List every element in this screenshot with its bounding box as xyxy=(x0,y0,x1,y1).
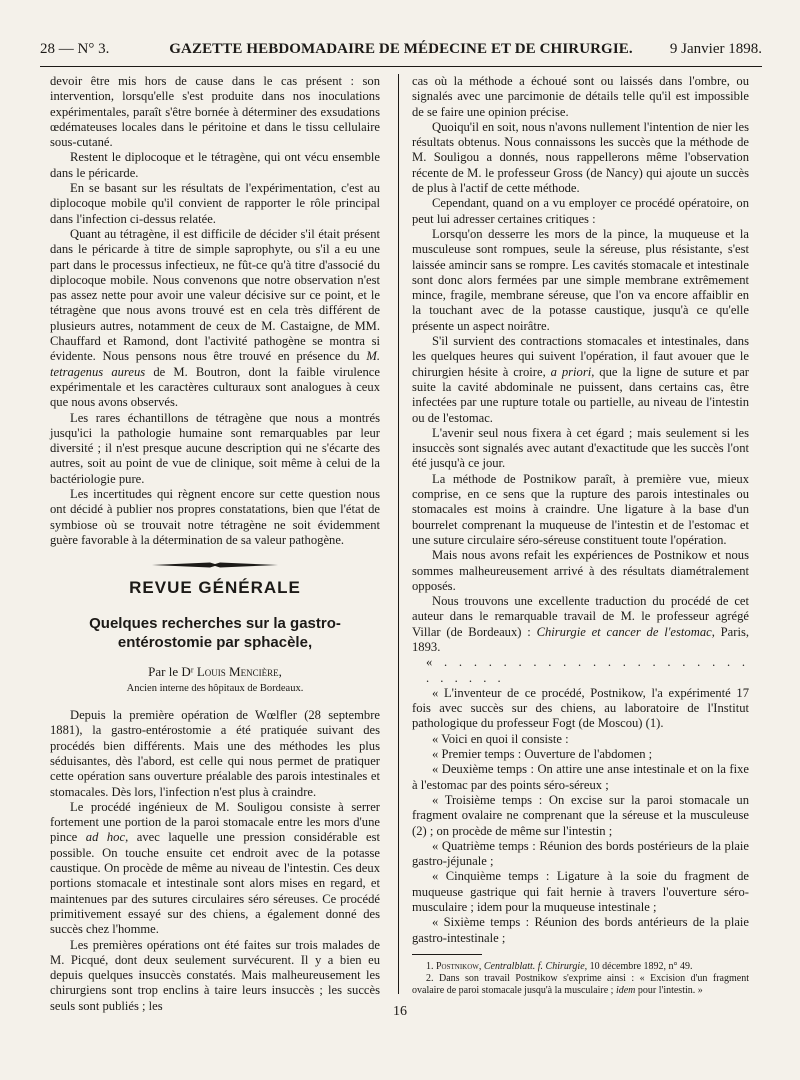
footnote-1 xyxy=(412,961,749,973)
paragraph: Cependant, quand on a vu employer ce procédé opératoire, on peut lui adresser certaines critiques : xyxy=(412,196,749,226)
paragraph: Mais nous avons refait les expériences de Postnikow et nous sommes malheureusement arrivé à des résultats diamétralement opposés. xyxy=(412,548,749,593)
quote-paragraph: « L'inventeur de ce procédé, Postnikow, l'a expérimenté 17 fois avec succès sur des chiens, au laboratoire de l'Institut pathologique du professeur Fogt (de Moscou) (1). xyxy=(412,685,749,731)
text-run: S'il survient des contractions stomacales et intestinales, dans les quelques heures qui suivent l'opération, il faut avouer que le chirurgien hésite à croire, xyxy=(412,334,749,379)
footnote-number: 1. xyxy=(426,960,436,972)
paragraph: Les premières opérations ont été faites sur trois malades de M. Picqué, dont deux seulement survécurent. Il y a bien eu depuis quelques insuccès constatés. Mais malheureusement les chirurgiens sont trop enclins à taire leurs insuccès ; les succès seuls sont publiés ; les xyxy=(50,937,380,1013)
paragraph xyxy=(412,334,749,426)
paragraph: L'avenir seul nous fixera à cet égard ; mais seulement si les insuccès sont signalés avec autant d'exactitude que les succès l'ont été jusqu'à ce jour. xyxy=(412,425,749,471)
quote-paragraph: « Troisième temps : On excise sur la paroi stomacale un fragment ovalaire ne comprenant que la séreuse et la musculeuse (2) ; on procède de même sur l'intestin ; xyxy=(412,792,749,838)
running-header xyxy=(40,38,762,60)
paragraph: Les incertitudes qui règnent encore sur cette question nous ont décidé à publier nos propres constatations, bien que l'état de symbiose où se trouvait notre tétragène ne soit évidemment guère favorable à la détermination de sa valeur pathogène. xyxy=(50,487,380,547)
paragraph: cas où la méthode a échoué sont ou laissés dans l'ombre, ou signalés avec une parcimonie de détails telle qu'il est impossible de se faire une opinion précise. xyxy=(412,74,749,119)
paragraph: devoir être mis hors de cause dans le cas présent : son intervention, lorsqu'elle s'est produite dans nos inoculations expérimentales, paraît s'être bornée à déterminer des exsudations œdémateuses locales dans le péritoine et dans le tissu cellulaire sous-cutané. xyxy=(50,74,380,150)
quote-paragraph: « Cinquième temps : Ligature à la soie du fragment de muqueuse gastrique qui fait hernie à travers l'ouverture séro-musculaire ; idem pour la muqueuse intestinale ; xyxy=(412,869,749,915)
latin-term: idem xyxy=(615,984,636,996)
footnote-rule xyxy=(412,954,482,955)
left-column xyxy=(50,74,380,1014)
journal-title: GAZETTE HEBDOMADAIRE DE MÉDECINE ET DE CHIRURGIE. xyxy=(169,41,633,57)
text-run: de M. Boutron, dont la faible virulence expérimentale et les caractères culturaux sont analogues à ceux que nous avons observés. xyxy=(50,364,380,410)
species-name: M. tetragenus aureus xyxy=(50,349,380,379)
article-title: Quelques recherches sur la gastro-entérostomie par sphacèle, xyxy=(89,614,341,651)
quote-paragraph: « Quatrième temps : Réunion des bords postérieurs de la plaie gastro-jéjunale ; xyxy=(412,838,749,869)
text-run: Nous trouvons une excellente traduction du procédé de cet auteur dans le remarquable travail de M. le professeur agrégé Villar (de Bordeaux) : xyxy=(412,594,749,639)
paragraph: Quoiqu'il en soit, nous n'avons nullement l'intention de nier les résultats obtenus. Nous connaissons les succès que la méthode de M. Souligou a donnés, nous rappellerons même l'observation récente de M. le professeur Gross (de Nancy) qui ajoute un succès de plus à l'actif de cette méthode. xyxy=(412,119,749,196)
paragraph: Lorsqu'on desserre les mors de la pince, la muqueuse et la musculeuse sont rompues, seule la séreuse, plus résistante, s'est laissée amincir sans se rompre. Les cavités stomacale et intestinale sont donc alors fermées par une simple membrane extrêmement mince, fragile, membrane séreuse, que l'on va encore affaiblir en la touchant avec de la potasse caustique, jusqu'à ce qu'elle présente un aspect noirâtre. xyxy=(412,226,749,333)
latin-term: ad hoc xyxy=(85,830,126,845)
paragraph xyxy=(50,227,380,411)
text-run: 10 décembre 1892, n° 49. xyxy=(587,960,693,972)
book-title: Chirurgie et cancer de l'estomac xyxy=(536,624,712,639)
paragraph: En se basant sur les résultats de l'expérimentation, c'est au diplocoque mobile qu'il convient de rapporter le rôle principal dans l'infection ci-dessus relatée. xyxy=(50,181,380,226)
section-title: REVUE GÉNÉRALE xyxy=(129,578,301,598)
issue-date: 9 Janvier 1898. xyxy=(669,41,762,57)
author-affiliation: Ancien interne des hôpitaux de Bordeaux. xyxy=(126,682,304,694)
section-divider-ornament xyxy=(150,560,280,570)
text-run: pour l'intestin. » xyxy=(635,984,703,996)
text-run: , avec laquelle une pression considérable est possible. On touche ensuite cet endroit avec de la potasse caustique. On procède de même au niveau de l'intestin. Ces deux portions stomacale et intestinale sont alors mises en regard, et maintenues par des sutures circulaires séro séreuses. Ce procédé primitivement essayé sur des chiens, a également donné des succès chez l'homme. xyxy=(50,830,380,937)
text-run: , Paris, 1893. xyxy=(412,624,749,654)
text-run: Quant au tétragène, il est difficile de décider s'il était présent dans le péricarde à titre de simple saprophyte, ou s'il a eu une part dans le processus infectieux, ne fût-ce qu'à titre d'associé du diplocoque mobile. Nous convenons que notre observation n'est pas assez nette pour avoir une valeur décisive sur ce point, et le tétragène que nous avons trouvé est en cela très différent de plusieurs autres, notamment de ceux de M. Castaigne, de MM. Chauffard et Ramond, dont l'activité pathogène se montra si évidente. Nous pensons nous être trouvé en présence du xyxy=(50,226,380,364)
right-column xyxy=(412,74,749,997)
byline-prefix: Par le Dʳ xyxy=(148,663,197,679)
page-number: 16 xyxy=(393,1004,407,1019)
footnote-2 xyxy=(412,973,749,997)
quote-paragraph: « Deuxième temps : On attire une anse intestinale et on la fixe à l'estomac par des points séro-séreux ; xyxy=(412,762,749,792)
author-name: Louis Mencière, xyxy=(196,663,282,679)
journal-name: Centralblatt. f. Chirurgie, xyxy=(481,960,588,972)
paragraph: Restent le diplocoque et le tétragène, qui ont vécu ensemble dans le péricarde. xyxy=(50,150,380,180)
paragraph: Depuis la première opération de Wœlfler (28 septembre 1881), la gastro-entérostomie a été pratiquée suivant des procédés bien différents. Mais une des méthodes les plus séduisantes, dès l'abord, est celle qui nous permet de pratiquer cette opération sans ouverture préalable des parois intestinales et stomacales. Dès lors, l'infection n'est plus à craindre. xyxy=(50,708,380,799)
text-run: , que la ligne de suture et par suite la cavité abdominale ne puissent, dans certains cas, être infectées par une rupture totale ou partielle, au niveau de l'intestin ou de l'estomac. xyxy=(412,364,749,425)
text-run: 2. Dans son travail Postnikow s'exprime ainsi : « Excision d'un fragment ovalaire de paroi stomacale jusqu'à la musculaire ; xyxy=(412,972,749,996)
paragraph: La méthode de Postnikow paraît, à première vue, mieux comprise, en ce sens que la rupture des parois intestinales ou stomacales est moins à craindre. Une ligature à la base d'un bourrelet comprenant la muqueuse de l'intestin et de l'estomac et une suture circulaire séro-séreuse constituent toute l'opération. xyxy=(412,471,749,547)
column-divider xyxy=(398,74,399,994)
ellipsis-line: « . . . . . . . . . . . . . . . . . . . . . . . . . . . xyxy=(426,655,749,685)
quote-paragraph: « Voici en quoi il consiste : xyxy=(432,731,569,746)
paragraph: Les rares échantillons de tétragène que nous a montrés jusqu'ici la pathologie humaine sont remarquables par leur diversité ; il n'est presque aucune description qui ne s'écarte des autres, soit au point de vue de clinique, soit même à celui de la bactériologie pure. xyxy=(50,410,380,486)
issue-number: 28 — N° 3. xyxy=(40,41,110,57)
quote-paragraph: « Sixième temps : Réunion des bords antérieurs de la plaie gastro-intestinale ; xyxy=(412,915,749,945)
paragraph xyxy=(50,800,380,938)
quote-paragraph: « Premier temps : Ouverture de l'abdomen ; xyxy=(432,747,653,762)
paragraph xyxy=(412,594,749,655)
header-rule xyxy=(40,66,762,67)
latin-term: a priori xyxy=(550,364,592,379)
text-run: Le procédé ingénieux de M. Souligou consiste à serrer fortement une portion de la paroi stomacale entre les mors d'une pince xyxy=(50,799,380,845)
byline xyxy=(50,664,380,679)
author-name: Postnikow, xyxy=(436,960,482,972)
